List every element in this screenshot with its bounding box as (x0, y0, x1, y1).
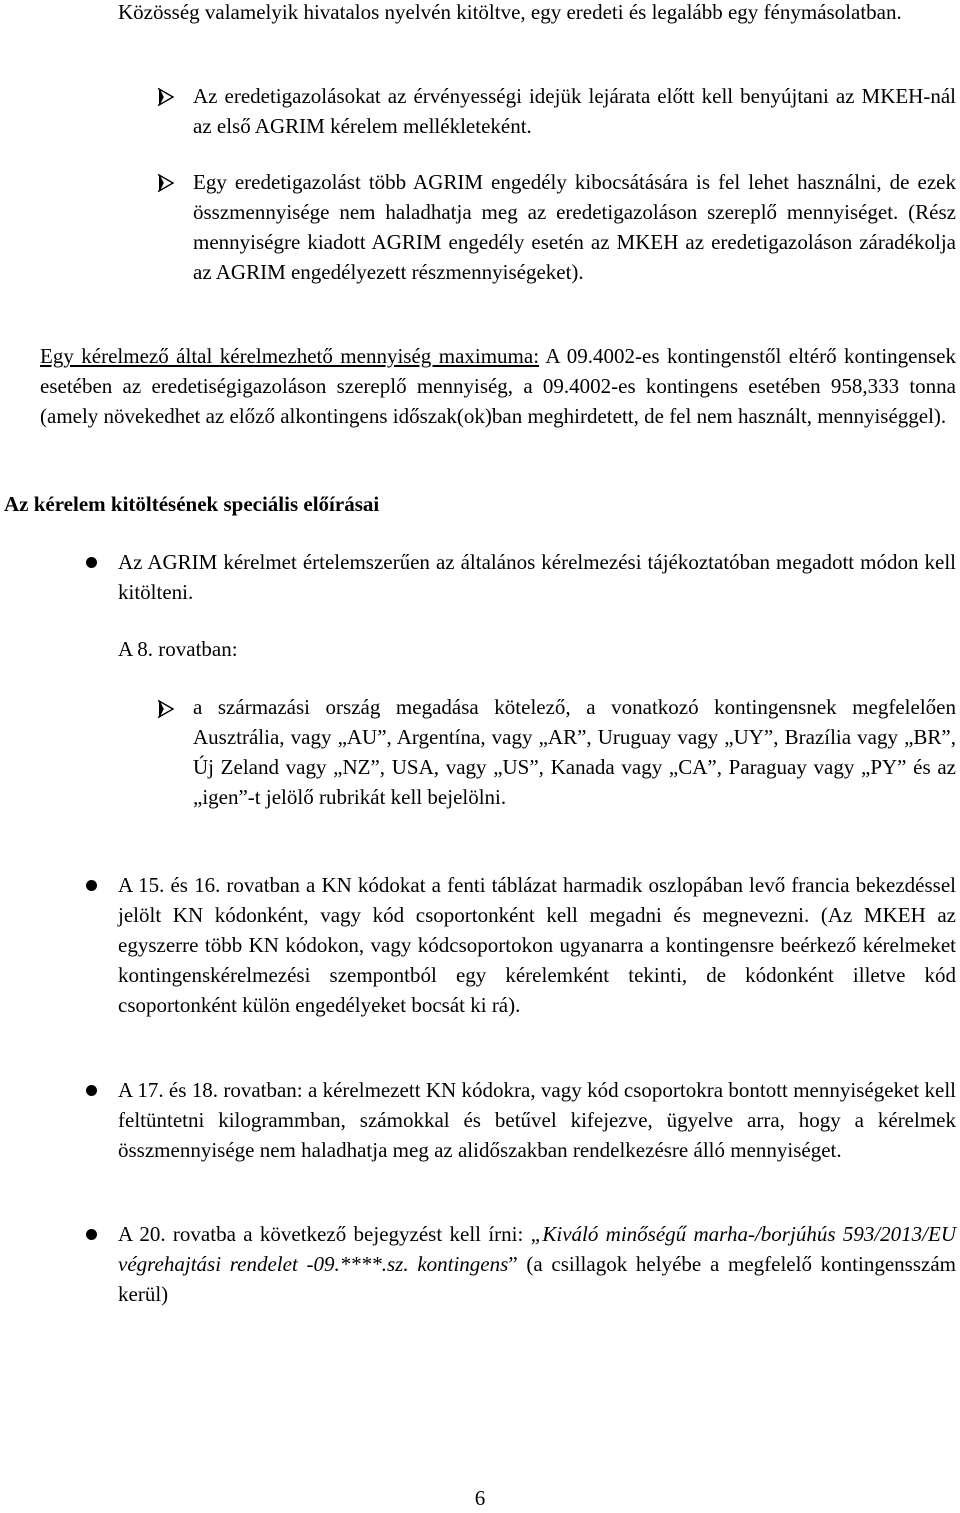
intro-paragraph: Közösség valamelyik hivatalos nyelvén kitöltve, egy eredeti és legalább egy fénymásolatban. (118, 0, 902, 24)
max-quantity-text: A 09.4002-es kontingenstől eltérő kontingensek esetében az eredetiségigazoláson szereplő mennyiség, a 09.4002-es kontingens esetében 958,333 tonna (amely növekedhet az előző alkontingens időszak(ok)ban meghirdetett, de fel nem használt, mennyiséggel). (40, 344, 956, 428)
regulation-reference: „Kiváló minőségű marha-/borjúhús 593/2013/EU végrehajtási rendelet -09.****.sz. kontingens (118, 1222, 956, 1276)
sub-bullet-item: Az eredetigazolásokat az érvényességi idejük lejárata előtt kell benyújtani az MKEH-nál az első AGRIM kérelem mellékleteként. (193, 84, 956, 138)
sub-bullet-item: Egy eredetigazolást több AGRIM engedély kibocsátására is fel lehet használni, de ezek összmennyisége nem haladhatja meg az eredetigazoláson szereplő mennyiséget. (Rész mennyiségre kiadott AGRIM engedély esetén az MKEH az eredetigazoláson záradékolja az AGRIM engedélyezett részmennyiségeket). (193, 170, 956, 284)
bullet-icon (86, 1085, 97, 1096)
page-number: 6 (474, 1486, 486, 1510)
sub-bullet-item: a származási ország megadása kötelező, a vonatkozó kontingensnek megfelelően Ausztrália, vagy „AU”, Argentína, vagy „AR”, Uruguay vagy „UY”, Brazília vagy „BR”, Új Zeland vagy „NZ”, USA, vagy „US”, Kanada vagy „CA”, Paraguay vagy „PY” és az „igen”-t jelölő rubrikát kell bejelölni. (193, 695, 956, 809)
bullet-icon (86, 1229, 97, 1240)
arrow-bullet-icon (157, 88, 175, 106)
bullet-icon (86, 880, 97, 891)
bullet-item: A 20. rovatba a következő bejegyzést kell írni: „Kiváló minőségű marha-/borjúhús 593/2013/EU végrehajtási rendelet -09.****.sz. kontingens” (a csillagok helyébe a megfelelő kontingensszám kerül) (118, 1222, 956, 1306)
max-quantity-paragraph (40, 341, 956, 431)
bullet-item: A 17. és 18. rovatban: a kérelmezett KN kódokra, vagy kód csoportokra bontott mennyiségeket kell feltüntetni kilogrammban, számokkal és betűvel kifejezve, ügyelve arra, hogy a kérelmek összmennyisége nem haladhatja meg az alidőszakban rendelkezésre álló mennyiséget. (118, 1078, 956, 1162)
arrow-bullet-icon (157, 700, 175, 718)
section-heading: Az kérelem kitöltésének speciális előírásai (4, 492, 380, 516)
max-quantity-label: Egy kérelmező által kérelmezhető mennyiség maximuma: (40, 344, 540, 368)
arrow-bullet-icon (157, 174, 175, 192)
bullet-icon (86, 557, 97, 568)
bullet-item: A 15. és 16. rovatban a KN kódokat a fenti táblázat harmadik oszlopában levő francia bekezdéssel jelölt KN kódonként, vagy kód csoportonként kell megadni és megnevezni. (Az MKEH az egyszerre több KN kódokon, vagy kódcsoportokon ugyanarra a kontingensre beérkező kérelmeket kontingenskérelmezési szempontból egy kérelemként tekinti, de kódonként illetve kód csoportonként külön engedélyeket bocsát ki rá). (118, 873, 956, 1017)
bullet-subhead: A 8. rovatban: (118, 637, 238, 661)
bullet-item: Az AGRIM kérelmet értelemszerűen az általános kérelmezési tájékoztatóban megadott módon kell kitölteni. (118, 550, 956, 604)
